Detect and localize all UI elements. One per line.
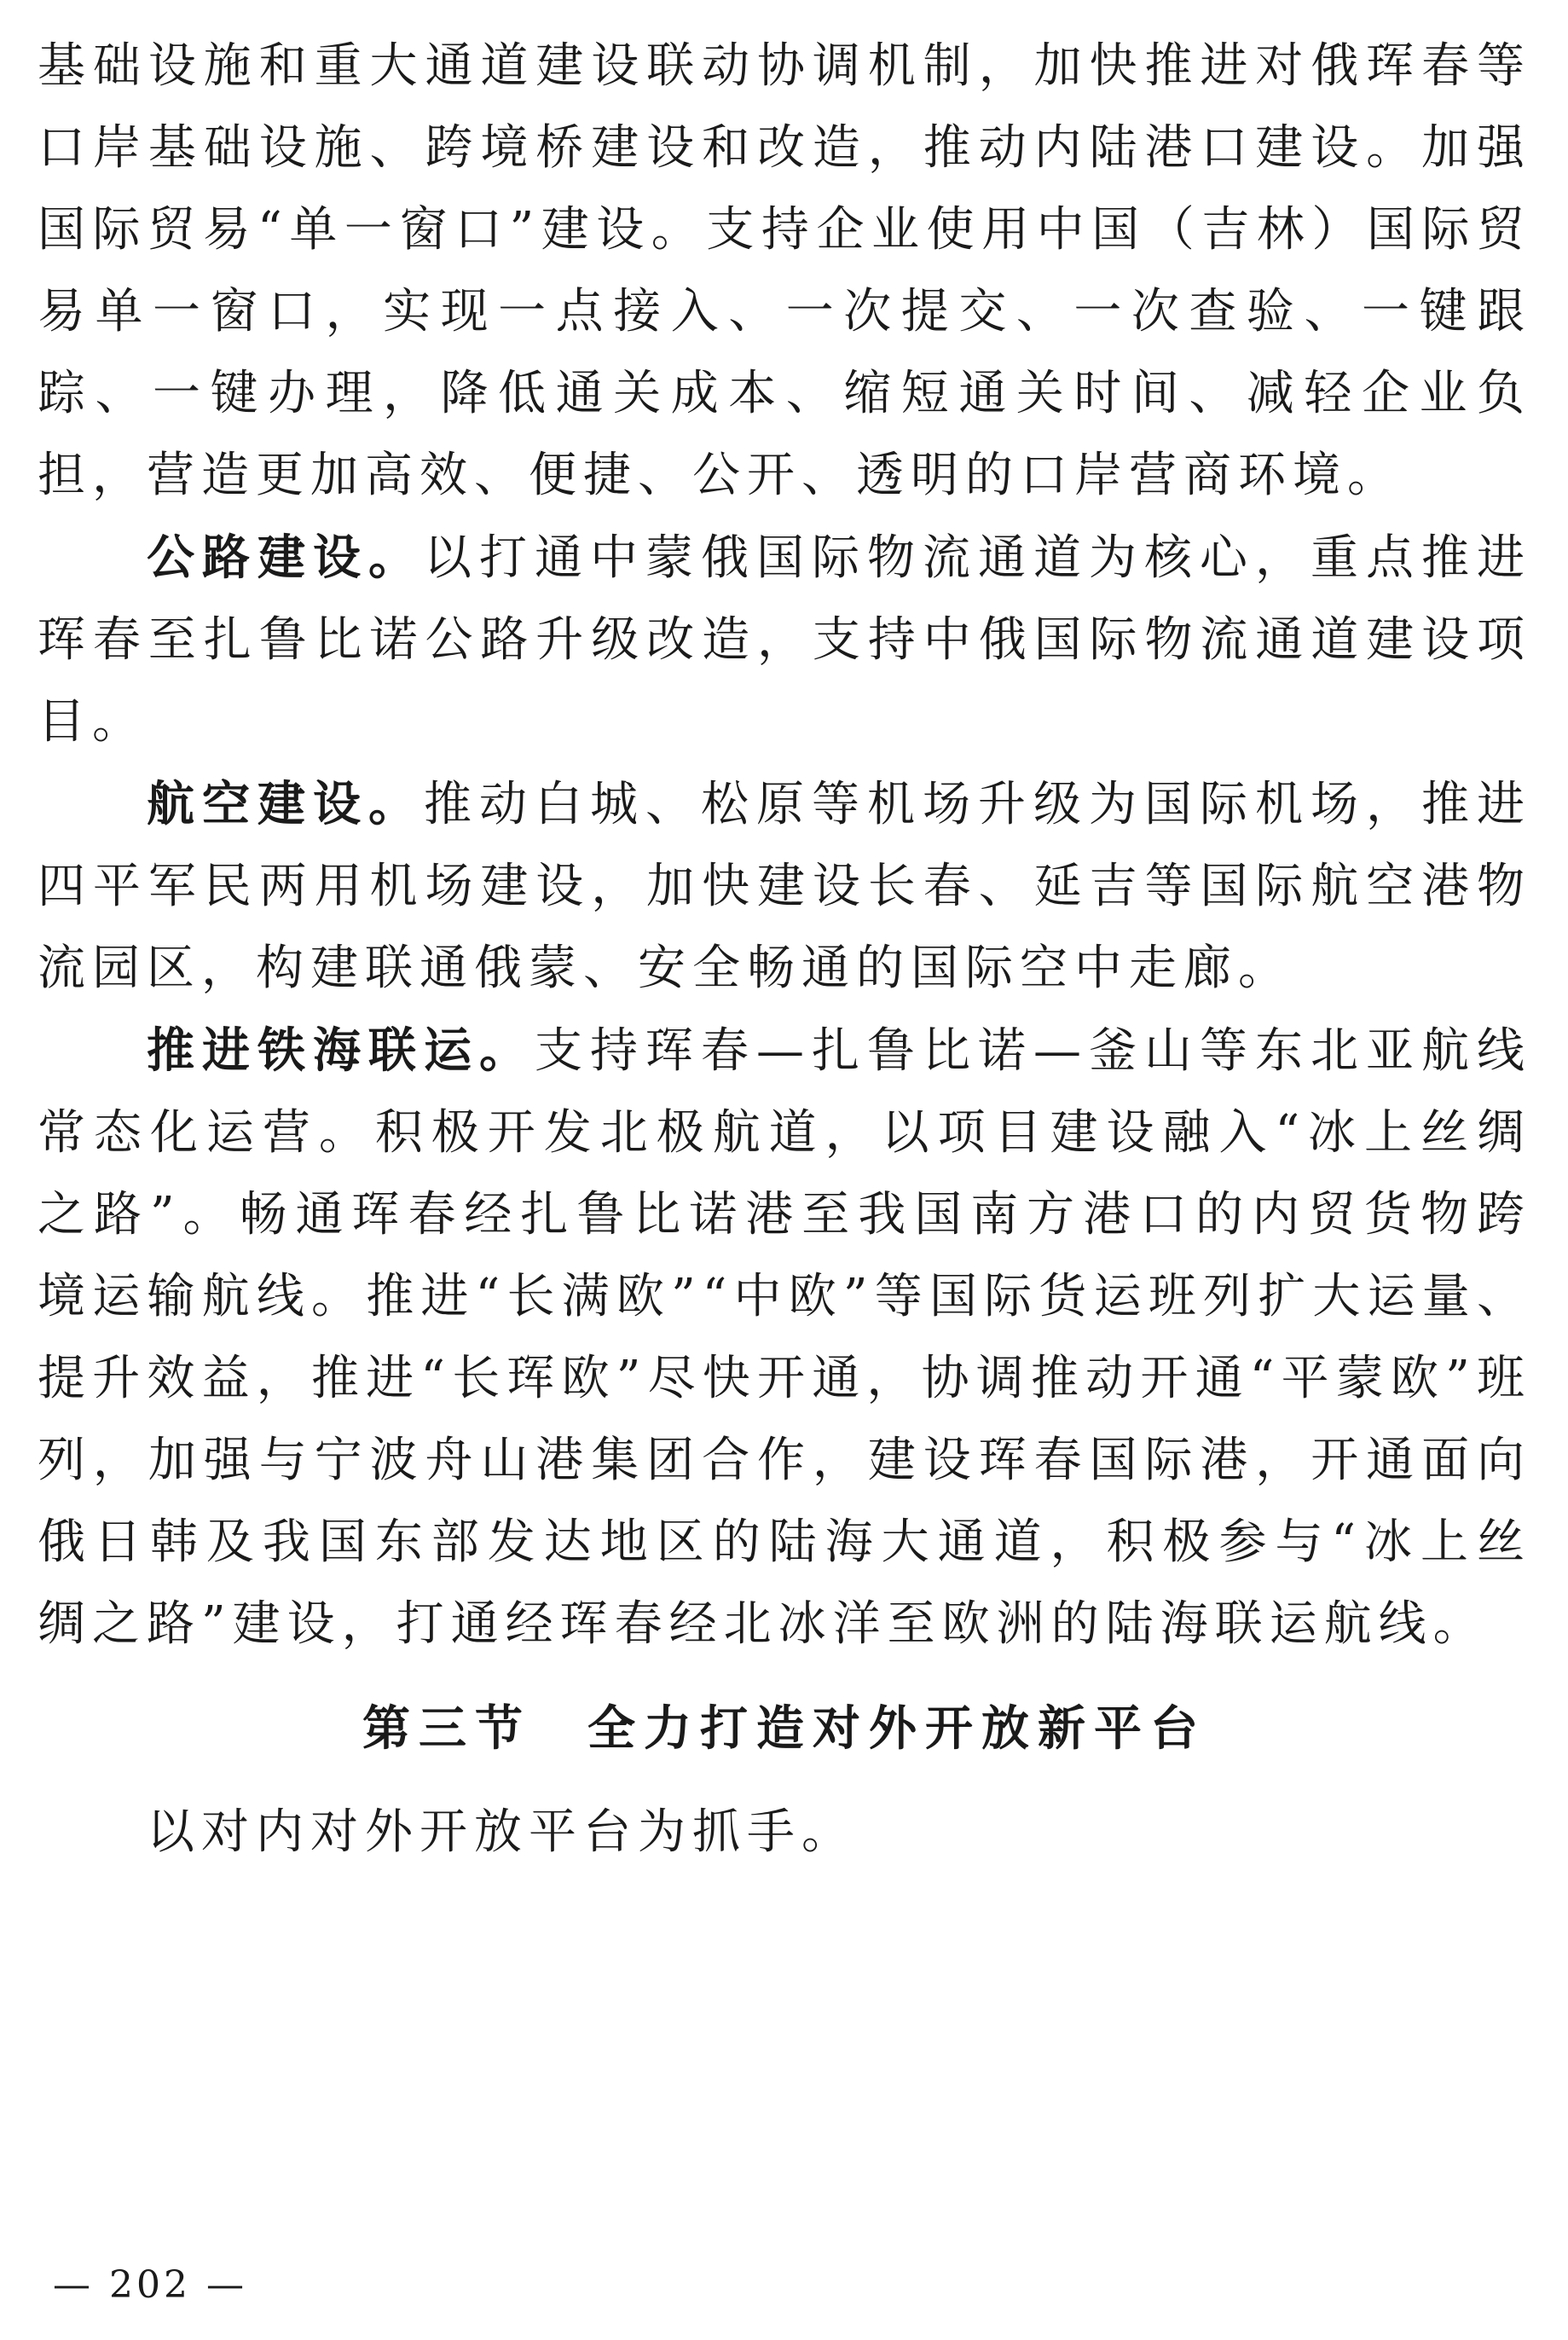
- paragraph-lead-heading: 推进铁海联运。: [147, 1022, 535, 1079]
- paragraph-text: 以对内对外开放平台为抓手。: [147, 1804, 856, 1860]
- paragraph-lead-heading: 公路建设。: [147, 530, 424, 586]
- paragraph-opening-platform: [38, 1792, 1531, 1874]
- paragraph-highway-construction: [38, 517, 1531, 763]
- page-number: — 202 —: [53, 2263, 247, 2307]
- paragraph-text: 支持珲春—扎鲁比诺—釜山等东北亚航线常态化运营。积极开发北极航道，以项目建设融入“冰上丝绸之路”。畅通珲春经扎鲁比诺港至我国南方港口的内贸货物跨境运输航线。推进“长满欧”“中欧”等国际货运班列扩大运量、提升效益，推进“长珲欧”尽快开通，协调推动开通“平蒙欧”班列，加强与宁波舟山港集团合作，建设珲春国际港，开通面向俄日韩及我国东部发达地区的陆海大通道，积极参与“冰上丝绸之路”建设，打通经珲春经北冰洋至欧洲的陆海联运航线。: [38, 1023, 1531, 1652]
- paragraph-lead-heading: 航空建设。: [147, 776, 424, 832]
- paragraph-port-infrastructure: [38, 26, 1531, 517]
- section-heading: 第三节 全力打造对外开放新平台: [362, 1700, 1206, 1757]
- paragraph-text: 基础设施和重大通道建设联动协调机制，加快推进对俄珲春等口岸基础设施、跨境桥建设和改造，推动内陆港口建设。加强国际贸易“单一窗口”建设。支持企业使用中国（吉林）国际贸易单一窗口，实现一点接入、一次提交、一次查验、一键跟踪、一键办理，降低通关成本、缩短通关时间、减轻企业负担，营造更加高效、便捷、公开、透明的口岸营商环境。: [38, 38, 1531, 503]
- paragraph-rail-sea-transport: [38, 1010, 1531, 1665]
- paragraph-text: 推动白城、松原等机场升级为国际机场，推进四平军民两用机场建设，加快建设长春、延吉等国际航空港物流园区，构建联通俄蒙、安全畅通的国际空中走廊。: [38, 777, 1531, 996]
- paragraph-aviation-construction: [38, 763, 1531, 1010]
- document-body: [38, 26, 1531, 1874]
- paragraph-text: 以打通中蒙俄国际物流通道为核心，重点推进珲春至扎鲁比诺公路升级改造，支持中俄国际物流通道建设项目。: [38, 530, 1531, 750]
